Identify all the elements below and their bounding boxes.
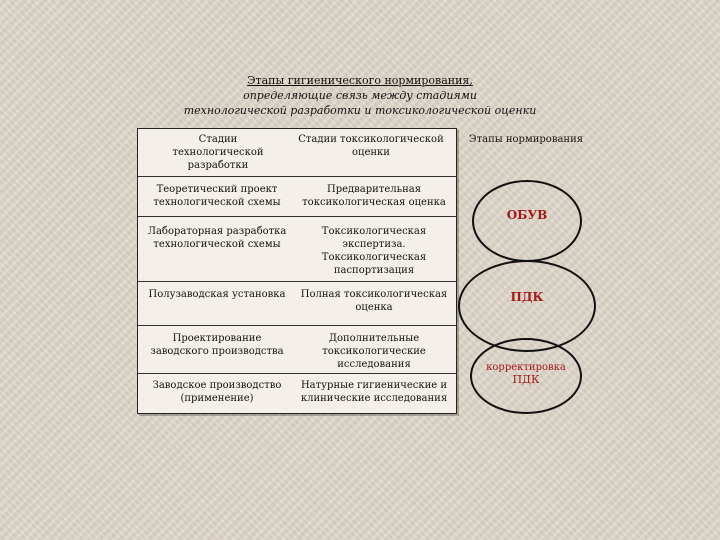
row5-tech: Заводское производство (применение) — [152, 380, 282, 404]
title-main: Этапы гигиенического нормирования, — [247, 74, 473, 87]
table-divider — [138, 325, 456, 326]
table-divider — [138, 373, 456, 374]
row2-tech: Лабораторная разработка технологической схемы — [147, 226, 287, 250]
table-divider — [138, 281, 456, 282]
stage-label-correction-line1: корректировка — [486, 362, 566, 373]
stage-label-correction-line2: ПДК — [512, 373, 540, 386]
row2-tox: Токсикологическая экспертиза. Токсикологическая паспортизация — [321, 226, 427, 276]
header-norm-stages: Этапы нормирования — [468, 134, 584, 145]
stage-circle-correction — [470, 338, 582, 414]
title-sub-line1: определяющие связь между стадиями — [243, 89, 477, 102]
row3-tech: Полузаводская установка — [148, 289, 286, 300]
row1-tox: Предварительная токсикологическая оценка — [302, 184, 446, 208]
stage-label-pdk: ПДК — [510, 290, 544, 304]
header-tech-stages: Стадии технологической разработки — [172, 134, 264, 171]
row1-tech: Теоретический проект технологической схемы — [153, 184, 281, 208]
header-tox-stages: Стадии токсикологической оценки — [298, 134, 444, 158]
table-divider — [138, 176, 456, 177]
table-divider — [138, 216, 456, 217]
row3-tox: Полная токсикологическая оценка — [300, 289, 448, 313]
row4-tox: Дополнительные токсикологические исследования — [322, 333, 426, 370]
stages-table — [137, 128, 457, 414]
stage-circle-obuv — [472, 180, 582, 262]
row5-tox: Натурные гигиенические и клинические исследования — [300, 380, 448, 404]
row4-tech: Проектирование заводского производства — [150, 333, 284, 357]
title-sub-line2: технологической разработки и токсикологической оценки — [183, 104, 537, 117]
stage-label-obuv: ОБУВ — [506, 208, 548, 222]
diagram-title — [140, 73, 580, 118]
